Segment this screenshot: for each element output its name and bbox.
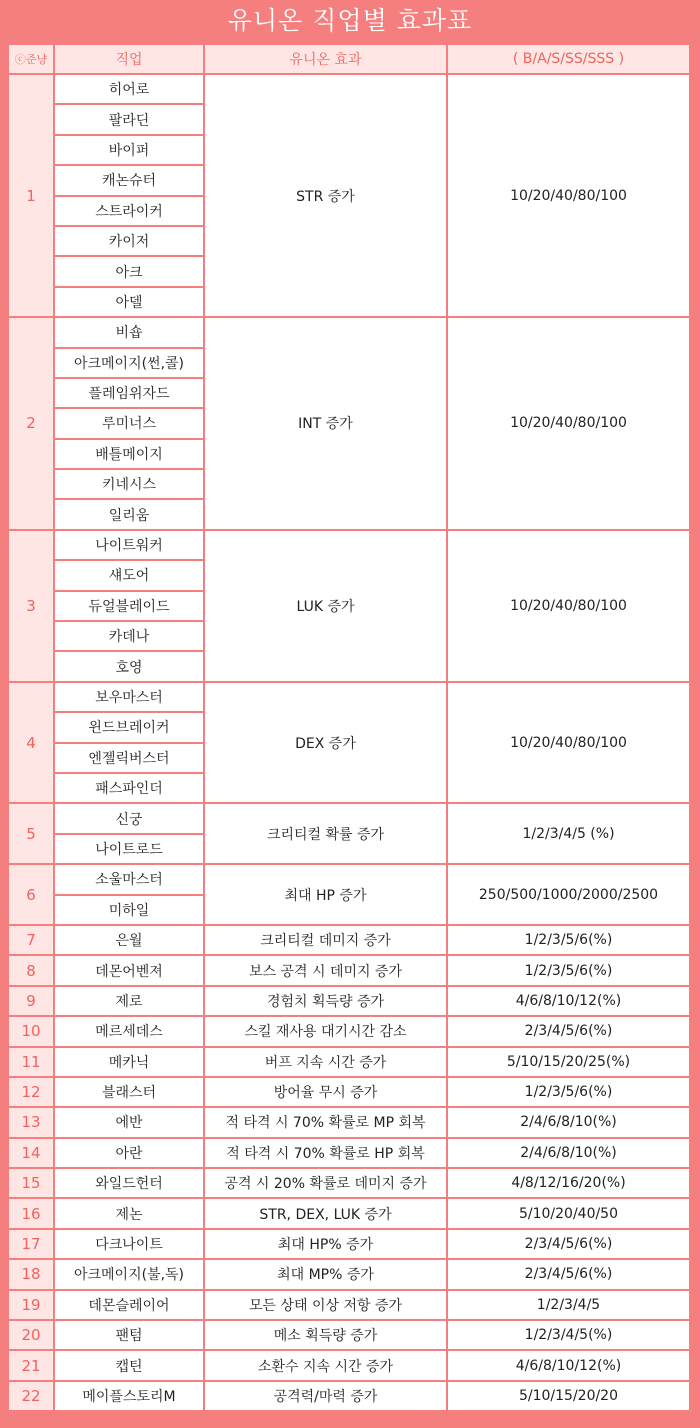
job-cell: 소울마스터 <box>55 865 203 893</box>
table-row <box>9 1382 689 1410</box>
rank-cell: 19 <box>9 1291 53 1319</box>
effect-cell: 보스 공격 시 데미지 증가 <box>205 956 446 984</box>
effect-cell: 크리티컬 데미지 증가 <box>205 926 446 954</box>
effect-cell: INT 증가 <box>205 318 446 529</box>
rank-cell: 14 <box>9 1139 53 1167</box>
effect-column-header: 유니온 효과 <box>205 45 446 73</box>
table-row <box>9 926 689 954</box>
grade-values-cell: 2/4/6/8/10(%) <box>448 1139 689 1167</box>
table-row <box>9 1230 689 1258</box>
grade-values-cell: 5/10/20/40/50 <box>448 1199 689 1227</box>
job-cell: 나이트로드 <box>55 835 203 863</box>
rank-cell: 22 <box>9 1382 53 1410</box>
table-row <box>9 75 689 103</box>
effect-cell: 적 타격 시 70% 확률로 HP 회복 <box>205 1139 446 1167</box>
job-cell: 다크나이트 <box>55 1230 203 1258</box>
effect-cell: 공격 시 20% 확률로 데미지 증가 <box>205 1169 446 1197</box>
rank-cell: 20 <box>9 1321 53 1349</box>
effect-cell: 방어율 무시 증가 <box>205 1078 446 1106</box>
job-cell: 바이퍼 <box>55 136 203 164</box>
job-cell: 메이플스토리M <box>55 1382 203 1410</box>
effect-cell: 소환수 지속 시간 증가 <box>205 1351 446 1379</box>
effect-cell: 최대 MP% 증가 <box>205 1260 446 1288</box>
effect-cell: 최대 HP 증가 <box>205 865 446 924</box>
grade-values-cell: 1/2/3/5/6(%) <box>448 926 689 954</box>
grade-values-cell: 4/6/8/10/12(%) <box>448 1351 689 1379</box>
job-cell: 팬텀 <box>55 1321 203 1349</box>
grade-values-cell: 1/2/3/4/5 (%) <box>448 804 689 863</box>
grade-values-cell: 5/10/15/20/20 <box>448 1382 689 1410</box>
job-cell: 블래스터 <box>55 1078 203 1106</box>
job-column-header: 직업 <box>55 45 203 73</box>
effect-cell: 크리티컬 확률 증가 <box>205 804 446 863</box>
job-cell: 메카닉 <box>55 1048 203 1076</box>
job-cell: 비숍 <box>55 318 203 346</box>
table-row <box>9 318 689 346</box>
table-row <box>9 804 689 832</box>
job-cell: 아크메이지(썬,콜) <box>55 349 203 377</box>
job-cell: 배틀메이지 <box>55 440 203 468</box>
job-cell: 섀도어 <box>55 561 203 589</box>
job-cell: 아델 <box>55 288 203 316</box>
grade-values-cell: 10/20/40/80/100 <box>448 531 689 681</box>
effect-cell: 경험치 획득량 증가 <box>205 987 446 1015</box>
rank-cell: 17 <box>9 1230 53 1258</box>
table-row <box>9 1321 689 1349</box>
job-cell: 신궁 <box>55 804 203 832</box>
job-cell: 에반 <box>55 1108 203 1136</box>
rank-cell: 5 <box>9 804 53 863</box>
effect-cell: STR, DEX, LUK 증가 <box>205 1199 446 1227</box>
grade-values-cell: 2/3/4/5/6(%) <box>448 1230 689 1258</box>
table-row <box>9 1017 689 1045</box>
table-row <box>9 1169 689 1197</box>
grade-values-cell: 10/20/40/80/100 <box>448 75 689 316</box>
grade-values-cell: 250/500/1000/2000/2500 <box>448 865 689 924</box>
rank-cell: 2 <box>9 318 53 529</box>
rank-cell: 12 <box>9 1078 53 1106</box>
table-row <box>9 1351 689 1379</box>
job-cell: 히어로 <box>55 75 203 103</box>
table-row <box>9 1139 689 1167</box>
effect-cell: 공격력/마력 증가 <box>205 1382 446 1410</box>
union-effect-table <box>7 43 691 1412</box>
effect-cell: 메소 획득량 증가 <box>205 1321 446 1349</box>
table-row <box>9 1078 689 1106</box>
grade-values-column-header: ( B/A/S/SS/SSS ) <box>448 45 689 73</box>
effect-cell: 스킬 재사용 대기시간 감소 <box>205 1017 446 1045</box>
page-title: 유니온 직업별 효과표 <box>227 6 473 35</box>
table-row <box>9 956 689 984</box>
table-row <box>9 531 689 559</box>
grade-values-cell: 1/2/3/5/6(%) <box>448 1078 689 1106</box>
table-row <box>9 987 689 1015</box>
grade-values-cell: 1/2/3/4/5 <box>448 1291 689 1319</box>
table-body <box>9 75 689 1410</box>
effect-cell: STR 증가 <box>205 75 446 316</box>
job-cell: 은월 <box>55 926 203 954</box>
job-cell: 데몬어벤져 <box>55 956 203 984</box>
job-cell: 일리움 <box>55 500 203 528</box>
table-row <box>9 1199 689 1227</box>
grade-values-cell: 10/20/40/80/100 <box>448 318 689 529</box>
rank-cell: 7 <box>9 926 53 954</box>
rank-cell: 21 <box>9 1351 53 1379</box>
job-cell: 캐논슈터 <box>55 166 203 194</box>
job-cell: 제로 <box>55 987 203 1015</box>
job-cell: 호영 <box>55 652 203 680</box>
rank-cell: 15 <box>9 1169 53 1197</box>
job-cell: 루미너스 <box>55 409 203 437</box>
rank-cell: 13 <box>9 1108 53 1136</box>
rank-cell: 18 <box>9 1260 53 1288</box>
job-cell: 듀얼블레이드 <box>55 592 203 620</box>
rank-cell: 1 <box>9 75 53 316</box>
grade-values-cell: 1/2/3/4/5(%) <box>448 1321 689 1349</box>
job-cell: 아란 <box>55 1139 203 1167</box>
table-row <box>9 683 689 711</box>
grade-values-cell: 2/3/4/5/6(%) <box>448 1017 689 1045</box>
job-cell: 아크메이지(불,독) <box>55 1260 203 1288</box>
job-cell: 윈드브레이커 <box>55 713 203 741</box>
rank-cell: 4 <box>9 683 53 803</box>
rank-cell: 9 <box>9 987 53 1015</box>
grade-values-cell: 10/20/40/80/100 <box>448 683 689 803</box>
table-row <box>9 865 689 893</box>
job-cell: 엔젤릭버스터 <box>55 744 203 772</box>
grade-values-cell: 5/10/15/20/25(%) <box>448 1048 689 1076</box>
effect-cell: 버프 지속 시간 증가 <box>205 1048 446 1076</box>
rank-cell: 3 <box>9 531 53 681</box>
table-row <box>9 1108 689 1136</box>
rank-cell: 16 <box>9 1199 53 1227</box>
job-cell: 패스파인더 <box>55 774 203 802</box>
effect-cell: DEX 증가 <box>205 683 446 803</box>
rank-cell: 11 <box>9 1048 53 1076</box>
job-cell: 보우마스터 <box>55 683 203 711</box>
copyright-header: ⓒ준냥 <box>9 45 53 73</box>
table-row <box>9 1260 689 1288</box>
rank-cell: 6 <box>9 865 53 924</box>
job-cell: 플레임위자드 <box>55 379 203 407</box>
job-cell: 메르세데스 <box>55 1017 203 1045</box>
job-cell: 미하일 <box>55 896 203 924</box>
rank-cell: 10 <box>9 1017 53 1045</box>
effect-cell: 모든 상태 이상 저항 증가 <box>205 1291 446 1319</box>
grade-values-cell: 2/3/4/5/6(%) <box>448 1260 689 1288</box>
table-row <box>9 1048 689 1076</box>
effect-cell: 최대 HP% 증가 <box>205 1230 446 1258</box>
job-cell: 제논 <box>55 1199 203 1227</box>
grade-values-cell: 2/4/6/8/10(%) <box>448 1108 689 1136</box>
job-cell: 카데나 <box>55 622 203 650</box>
grade-values-cell: 1/2/3/5/6(%) <box>448 956 689 984</box>
job-cell: 데몬슬레이어 <box>55 1291 203 1319</box>
effect-cell: LUK 증가 <box>205 531 446 681</box>
effect-cell: 적 타격 시 70% 확률로 MP 회복 <box>205 1108 446 1136</box>
job-cell: 팔라딘 <box>55 105 203 133</box>
table-row <box>9 1291 689 1319</box>
grade-values-cell: 4/8/12/16/20(%) <box>448 1169 689 1197</box>
job-cell: 나이트워커 <box>55 531 203 559</box>
grade-values-cell: 4/6/8/10/12(%) <box>448 987 689 1015</box>
rank-cell: 8 <box>9 956 53 984</box>
job-cell: 캡틴 <box>55 1351 203 1379</box>
job-cell: 스트라이커 <box>55 197 203 225</box>
table-header-row <box>9 45 689 73</box>
job-cell: 아크 <box>55 257 203 285</box>
job-cell: 카이저 <box>55 227 203 255</box>
job-cell: 와일드헌터 <box>55 1169 203 1197</box>
job-cell: 키네시스 <box>55 470 203 498</box>
